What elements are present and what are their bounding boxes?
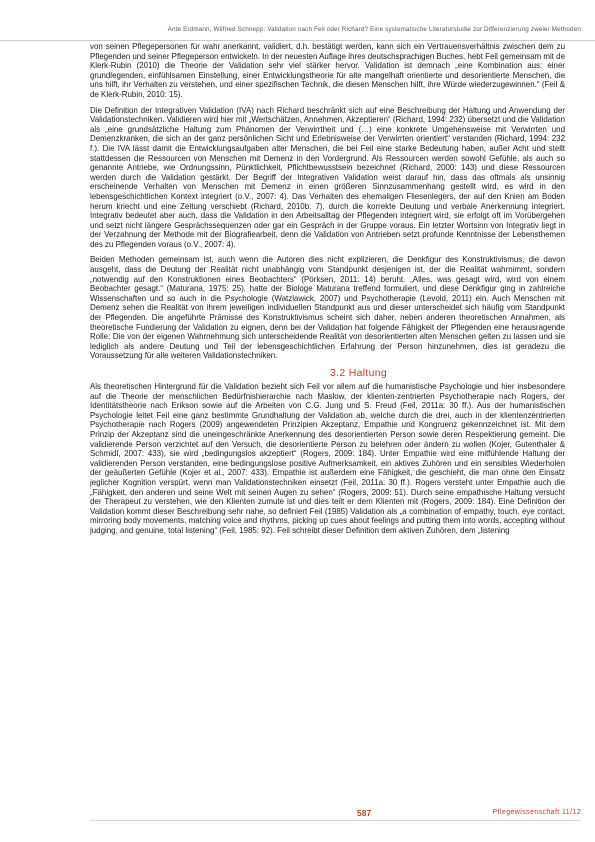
- running-title: Ante Erdmann, Wilfried Schnepp: Validation nach Feil oder Richard? Eine systematische Literaturstudie zur Differenzierung zweier Methoden: [167, 26, 581, 33]
- footer-divider: [90, 820, 581, 821]
- page-header: [0, 0, 595, 41]
- journal-name: Pflegewissenschaft 11/12: [492, 809, 581, 816]
- article-body: [90, 42, 565, 822]
- paragraph: Die Definition der Integrativen Validation (IVA) nach Richard beschränkt sich auf eine Beschreibung der Haltung und Anwendung der Validationstechniken. Validieren wird hier mit „Wertschätzen, Annehmen, Akzeptieren“ (Richard, 1994: 232) übersetzt und die Validation als „eine grundsätzliche Haltung zum Phänomen der Verwirrtheit und (…) eine konkrete Umgehensweise mit Verwirrten und Demenzkranken, die sich an der ganz persönlichen Sicht und Erlebnisweise der Verwirrten orientiert“ verstanden (Richard, 1994: 232 f.). Die IVA lässt damit die Entwicklungsaufgaben alter Menschen, die bei Feil eine starke Bedeutung haben, außer Acht und stellt stattdessen die Ressourcen von Menschen mit Demenz in den Vordergrund. Als Ressourcen werden sowohl Gefühle, als auch so genannte Antriebe, wie Ordnungssinn, Pünktlichkeit, Pflichtbewusstsein bezeichnet (Richard, 2000: 143) und diese Ressourcen werden durch die Validation gestärkt. Der Begriff der Integrativen Validation weist darauf hin, dass das oftmals als unsinnig erscheinende Verhalten von Menschen mit Demenz in einen größeren Sinnzusammenhang gestellt wird, es wird in den lebensgeschichtlichen Kontext integriert (o.V., 2007: 4). Das Verhalten des ehemaligen Fliesenlegers, der auf den Knien am Boden herum kriecht und eine Zeitung verschiebt (Richard, 2010b: 7), durch die korrekte Deutung und verbale Anerkennung integriert. Integrativ bedeutet aber auch, dass die Validation in den Arbeitsalltag der Pflegenden integriert wird, sie erfolgt oft im Vorübergehen und setzt nicht längere Gesprächssequenzen oder gar ein Gespräch in der Gruppe voraus. Ein letzter Wortsinn von Integrativ liegt in der Verzahnung der Methode mit der Biografiearbeit, denn die Validation von Antrieben setzt profunde Kenntnisse der Lebensthemen des zu Pflegenden voraus (o.V., 2007: 4).: [90, 105, 565, 249]
- section-heading: 3.2 Haltung: [330, 367, 388, 379]
- paragraph: von seinen Pflegepersonen für wahr anerkannt, validiert, d.h. bestätigt werden, kann sich ein Vertrauensverhältnis zwischen dem zu Pflegenden und seiner Pflegeperson entwickeln. In der neuesten Auflage ihres deutschsprachigen Buches, hebt Feil gemeinsam mit de Klerk-Rubin (2010) die Theorie der Validation sehr viel stärker hervor. Validation ist demnach „eine Kombination aus: einer grundlegenden, einfühlsamen Einstellung, einer Entwicklungstheorie für alte mangelhaft orientierte und desorientierte Menschen, die uns hilft, ihr Verhalten zu verstehen, und einer spezifischen Technik, die diesen Menschen hilft, ihre Würde wiederzugewinnen.“ (Feil & de Klerk-Rubin, 2010: 15).: [90, 42, 565, 99]
- paragraph: Als theoretischen Hintergrund für die Validation bezieht sich Feil vor allem auf die humanistische Psychologie und hier insbesondere auf die Theorie der menschlichen Bedürfnishierarchie nach Maslow, der klienten-zentrierten Psychotherapie nach Rogers, der Identitätstheorie nach Erikson sowie auf die Arbeiten von C.G. Jung und S. Freud (Feil, 2011a: 30 ff.). Aus der humanistischen Psychologie leitet Feil eine ganz bestimmte Grundhaltung der Validation ab, welche durch die drei, auch in der klientenzentrierten Psychotherapie nach Rogers (2009) angewendeten Prinzipien Akzeptanz, Empathie und Kongruenz gekennzeichnet ist. Mit dem Prinzip der Akzeptanz sind die uneingeschränkte Anerkennung des desorientierten Person sowie deren Respektierung gemeint. Die validierende Person verzichtet auf den Versuch, die desorientierte Person zu belehren oder ändern zu wollen (Kojer, Gutenthaler & Schmidl, 2007: 433), sie wird „bedingungslos akzeptiert“ (Rogers, 2009: 184). Unter Empathie wird eine mitfühlende Haltung der validierenden Person verstanden, eine bedingungslose positive Aufmerksamkeit, ein aktives Zuhören und ein sensibles Wiederholen der geäußerten Gefühle (Kojer et al., 2007: 433). Empathie ist außerdem eine Fähigkeit, die geschieht, die man ohne den Einsatz jeglicher Kognition verspürt, wenn man Validationstechniken einsetzt (Feil, 2011a: 30 ff.). Rogers versteht unter Empathie auch die „Fähigkeit, den anderen und seine Welt mit seinen Augen zu sehen“ (Rogers, 2009: 51). Durch seine empathische Haltung versucht der Therapeut zu verstehen, wie den Klienten zumute ist und dies teilt er dem Klienten mit (Rogers, 2009: 184). Eine Definition der Validation kommt dieser Beschreibung sehr nahe, so definiert Feil (1985) Validation als „a combination of empathy, touch, eye contact, mirroring body movements, matching voice and rhythms, picking up cues about feelings and putting them into words, accepting without judging, and genuine, total listening“ (Feil, 1985: 92). Feil schreibt dieser Definition dem aktiven Zuhören, dem „listening: [90, 382, 565, 535]
- page-number: 587: [357, 808, 372, 818]
- paragraph: Beiden Methoden gemeinsam ist, auch wenn die Autoren dies nicht explizieren, die Denkfigur des Konstruktivismus, die davon ausgeht, dass die Deutung der Realität nicht unabhängig vom Standpunkt desjenigen ist, der die Realität wahrnimmt, sondern „notwendig auf den Konstruktionen eines Beobachters“ (Pörksen, 2011: 14) beruht. „Alles, was gesagt wird, wird von einem Beobachter gesagt.“ (Maturana, 1975: 25), hatte der Biologe Maturana treffend formuliert, und diese Denkfigur ging in zahlreiche Wissenschaften und so auch in die Psychologie (Watzlawick, 2007) und Psychotherapie (Levold, 2011) ein. Auch Menschen mit Demenz sehen die Realität von ihrem jeweiligen individuellen Standpunkt aus und dieser unterscheidet sich häufig vom Standpunkt der Pflegenden. Die angeführte Prämisse des Konstruktivismus scheint sich daher, neben anderen theoretischen Annahmen, als theoretische Fundierung der Validation zu eignen, denn bei der Validation hat folgende Fähigkeit der Pflegenden eine herausragende Rolle: Die von der eigenen Wahrnehmung sich unterscheidende Realität von desorientierten alten Menschen gelten zu lassen und sie lediglich als andere Deutung und Teil der lebensgeschichtlichen Erfahrung der Person hinzunehmen, dies ist geradezu die Voraussetzung für alle weiteren Validationstechniken.: [90, 255, 565, 361]
